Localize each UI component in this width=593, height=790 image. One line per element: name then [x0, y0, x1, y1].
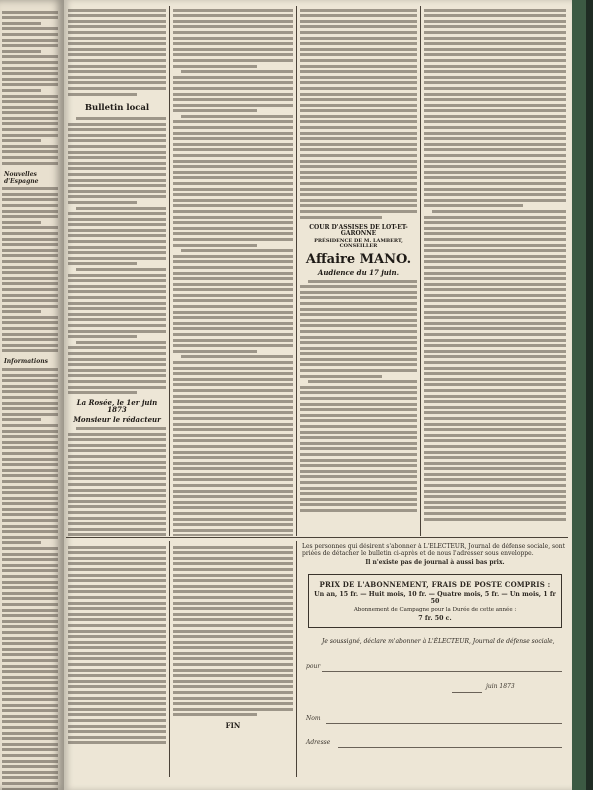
price-box-prices: Un an, 15 fr. — Huit mois, 10 fr. — Quatre mois, 5 fr. — Un mois, 1 fr 50 [314, 591, 556, 605]
form-intro: Je soussigné, déclare m'abonner à L'ÉLECTEUR, Journal de défense sociale, [322, 638, 555, 645]
left-page-edge [0, 0, 64, 790]
form-pour-label: pour [306, 663, 321, 670]
book-binding-edge [586, 0, 593, 790]
column-rule [169, 6, 170, 536]
form-nom-line [326, 723, 562, 724]
column-rule [296, 541, 297, 777]
column-rule [420, 6, 421, 536]
feuilleton-column-2 [173, 543, 293, 777]
subscription-block [302, 543, 568, 777]
left-label-espagne: Nouvelles d'Espagne [4, 170, 39, 185]
left-label-informations: Informations [4, 358, 48, 366]
letter-salutation: Monsieur le rédacteur [73, 415, 161, 425]
affaire-mano-heading: Affaire MANO. [305, 251, 412, 267]
form-pour-line [322, 671, 562, 672]
price-box-campaign-price: 7 fr. 50 c. [418, 615, 452, 622]
form-date: juin 1873 [486, 683, 515, 690]
price-box-campaign: Abonnement de Campagne pour la Durée de cette année : [353, 607, 517, 613]
price-box [308, 574, 562, 628]
section-rule [66, 537, 568, 538]
bulletin-heading: Bulletin local [84, 102, 150, 113]
cour-heading: COUR D'ASSISES DE LOT-ET-GARONNE [309, 223, 408, 237]
price-box-title: PRIX DE L'ABONNEMENT, FRAIS DE POSTE COMPRIS : [319, 580, 551, 589]
subscription-notice: Les personnes qui désirent s'abonner à L'ÉLECTEUR, Journal de défense sociale, sont priées de détacher le bulletin ci-après et de nous l'adresser sous enveloppe. [302, 543, 565, 557]
feuilleton-column-1 [68, 543, 166, 777]
presidence-line: PRÉSIDENCE DE M. LAMBERT, CONSEILLER [314, 237, 403, 249]
subscription-notice-2: Il n'existe pas de journal à aussi bas prix. [365, 559, 505, 566]
newspaper-page [64, 0, 572, 790]
column-3 [300, 6, 417, 536]
column-2 [173, 6, 293, 536]
left-page-column [2, 8, 58, 790]
form-adresse-label: Adresse [306, 739, 331, 746]
column-1 [68, 6, 166, 536]
audience-date: Audience du 17 juin. [317, 267, 400, 277]
form-adresse-line [338, 747, 562, 748]
column-rule [169, 541, 170, 777]
form-date-line [452, 692, 482, 693]
column-rule [296, 6, 297, 536]
fin-label: FIN [225, 721, 241, 731]
column-4 [424, 6, 566, 536]
form-nom-label: Nom [306, 715, 321, 722]
dated-caption: La Rosée, le 1er juin 1873 [76, 398, 158, 415]
